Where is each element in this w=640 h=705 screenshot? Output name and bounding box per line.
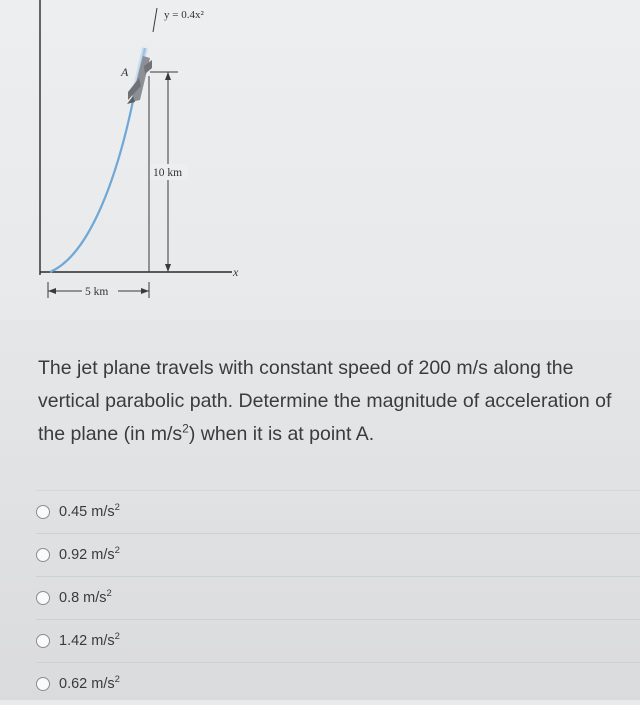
radio-button[interactable] <box>36 505 50 519</box>
option-3[interactable] <box>36 576 640 619</box>
width-arrow-left <box>48 288 56 294</box>
problem-figure <box>0 0 640 320</box>
option-unit: $m/s^2$ <box>83 588 112 606</box>
question-part2: ) when it is at point A. <box>188 423 375 445</box>
option-unit: $m/s^2$ <box>91 631 120 649</box>
option-value: 0.92 <box>59 547 88 563</box>
question-superscript: 2 <box>182 421 189 436</box>
option-1[interactable] <box>36 490 640 533</box>
option-5[interactable] <box>36 662 640 705</box>
option-value: 0.62 <box>59 676 88 692</box>
option-unit: $m/s^2$ <box>91 545 120 563</box>
width-label: 5 km <box>85 286 109 298</box>
point-a-label: A <box>121 65 129 79</box>
radio-button[interactable] <box>36 591 50 605</box>
option-value: 0.45 <box>59 504 88 520</box>
option-2[interactable] <box>36 533 640 576</box>
option-4[interactable] <box>36 619 640 662</box>
curve-equation-label: y = 0.4x² <box>164 9 204 21</box>
option-unit: $m/s^2$ <box>91 674 120 692</box>
parabola-diagram <box>0 0 640 320</box>
option-value: 0.8 <box>59 590 80 606</box>
height-label: 10 km <box>153 167 183 179</box>
width-arrow-right <box>141 288 149 294</box>
radio-button[interactable] <box>36 548 50 562</box>
height-arrow-top <box>165 72 171 80</box>
answer-options <box>36 490 640 705</box>
radio-button[interactable] <box>36 634 50 648</box>
parabolic-path <box>50 48 145 272</box>
option-unit: $m/s^2$ <box>91 502 120 520</box>
x-axis-label: x <box>233 265 239 279</box>
option-value: 1.42 <box>59 633 88 649</box>
question-text <box>38 352 630 451</box>
curve-label-leader <box>153 8 157 32</box>
height-arrow-bottom <box>165 264 171 272</box>
question-part1: The jet plane travels with constant speed of 200 m/s along the vertical parabolic path. Determine the magnitude of acceleration of the plane (in m/s <box>38 357 612 445</box>
radio-button[interactable] <box>36 677 50 691</box>
